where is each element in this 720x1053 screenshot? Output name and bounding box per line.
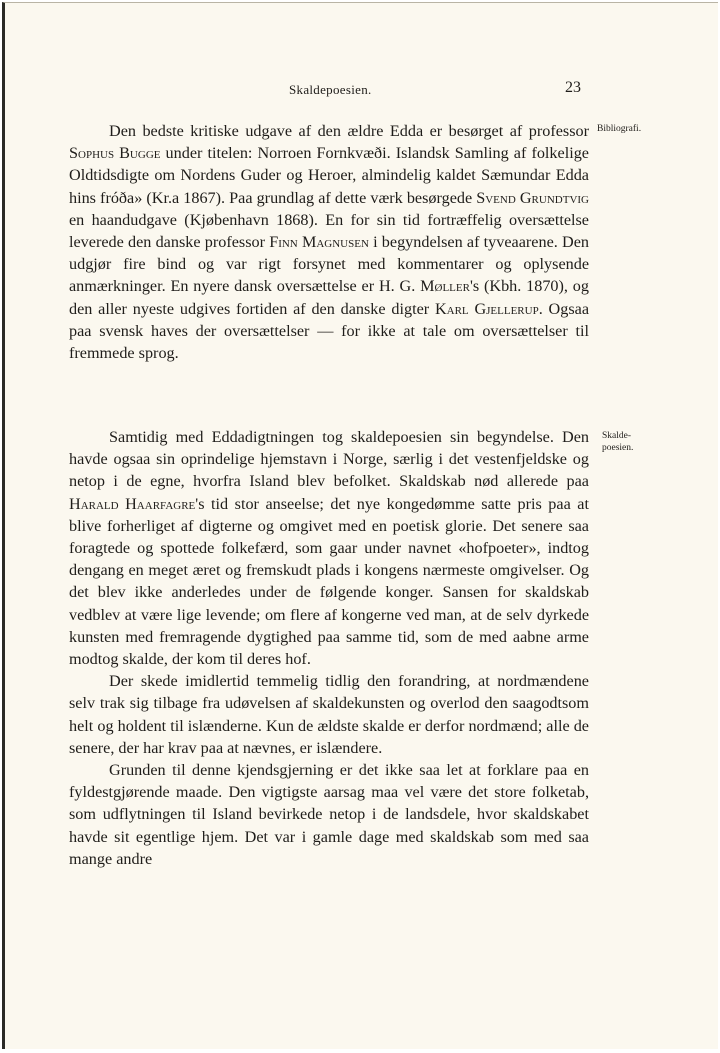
author-name: Sophus Bugge bbox=[69, 144, 161, 163]
paragraph: Der skede imidlertid temmelig tidlig den forandring, at nordmændene selv trak sig tilbage fra udøvelsen af skaldekunsten og overlod den saagodtsom helt og holdent til islænderne. Kun de ældste skalde er derfor nordmænd; alle de senere, der har krav paa at nævnes, er islændere. bbox=[69, 672, 589, 757]
author-name: Møller bbox=[420, 277, 470, 296]
author-name: Karl Gjellerup bbox=[434, 299, 539, 318]
marginal-note-bibliografi: Bibliografi. bbox=[597, 124, 642, 134]
text-run: Samtidig med Eddadigtningen tog skaldepoesien sin begyndelse. Den havde ogsaa sin oprindelige hjemstavn i Norge, særlig i det vestenfjeldske og netop i de egne, hvorfra Island blev befolket. Skaldskab nød allerede paa bbox=[69, 428, 589, 491]
page-number: 23 bbox=[565, 79, 581, 96]
text-run: . Ogsaa paa svensk haves der oversættelser — for ikke at tale om oversættelser til fremmede sprog. bbox=[69, 299, 590, 363]
running-head: Skaldepoesien. bbox=[289, 82, 372, 97]
text-run: 's tid stor anseelse; det nye kongedømme satte pris paa at blive forherliget af digterne og omgivet med en poetisk glorie. Det senere saa foragtede og spottede folkefærd, som gaar under navnet «hofpoeter», indtog dengang en meget æret og fremskudt plads i kongens nærmeste omgivelser. Og det blev ikke anderledes under de følgende konger. Sansen for skaldskab vedblev at være lige levende; om flere af kongerne ved man, at de selv dyrkede kunsten med fremragende dygtighed paa samme tid, som de med aabne arme modtog skalde, der kom til deres hof. bbox=[69, 494, 589, 669]
author-name: Finn Magnusen bbox=[269, 233, 369, 252]
king-name: Harald Haarfagre bbox=[69, 494, 196, 513]
paragraph bbox=[69, 120, 589, 364]
marginal-note-skalde: Skalde- bbox=[602, 431, 632, 441]
text-run: 's (Kbh. 1870), og den aller nyeste udgives fortiden af den danske digter bbox=[69, 277, 589, 318]
text-run: under titelen: Norroen Fornkvæði. Islandsk Samling af folkelige Oldtidsdigte om Nordens Guder og Heroer, almindelig kaldet Sæmundar Edda hins fróða» (Kr.a 1867). Paa grundlag af dette værk besørgede bbox=[69, 144, 589, 207]
text-block-skaldepoesien bbox=[69, 426, 589, 870]
text-run: en haandudgave (Kjøbenhavn 1868). En for sin tid fortræffelig oversættelse leverede den danske professor bbox=[69, 210, 589, 252]
author-name: Svend Grundtvig bbox=[476, 188, 589, 207]
text-block-bibliography bbox=[69, 120, 589, 364]
text-run: Den bedste kritiske udgave af den ældre Edda er besørget af professor bbox=[109, 122, 589, 140]
marginal-note-poesien: poesien. bbox=[602, 443, 634, 453]
paragraph bbox=[69, 426, 589, 670]
paragraph: Grunden til denne kjendsgjerning er det ikke saa let at forklare paa en fyldestgjørende maade. Den vigtigste aarsag maa vel være det store folketab, som udflytningen til Island bevirkede netop i de landsdele, hvor skaldskabet havde sit egentlige hjem. Det var i gamle dage med skaldskab som med saa mange andre bbox=[69, 761, 589, 868]
text-run: i begyndelsen af tyveaarene. Den udgjør fire bind og var rigt forsynet med kommentarer og oplysende anmærkninger. En nyere dansk oversættelse er H. G. bbox=[69, 233, 589, 296]
book-page bbox=[2, 2, 718, 1049]
